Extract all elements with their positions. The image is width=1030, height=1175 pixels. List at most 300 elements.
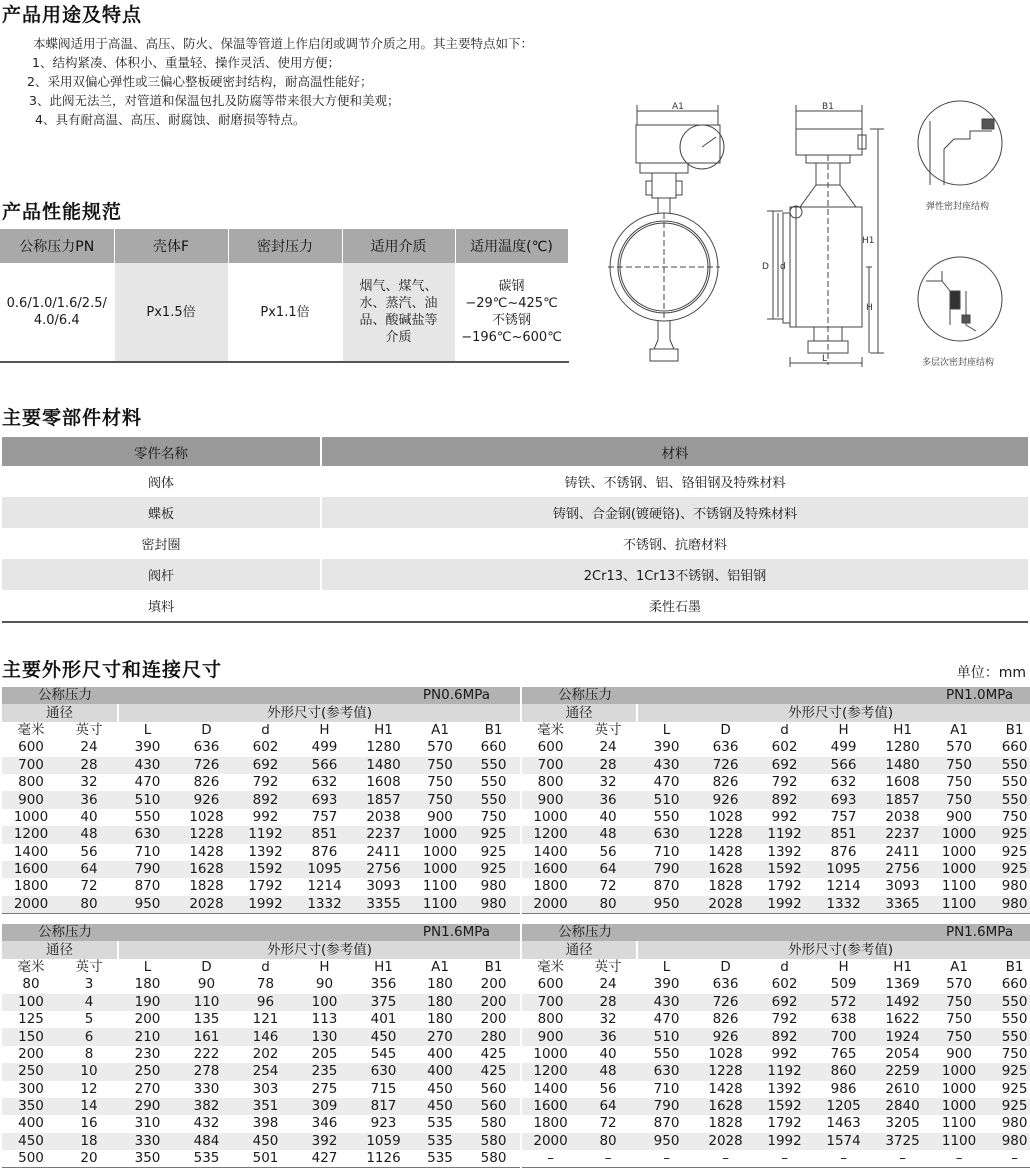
table-cell: 10 (60, 1063, 118, 1080)
table-cell: 56 (80, 843, 98, 860)
table-cell: 900 (946, 1045, 972, 1062)
table-cell: 72 (80, 878, 98, 895)
col-header: L (662, 721, 671, 738)
table-cell: 509 (830, 976, 857, 993)
table-cell: 2000 (2, 896, 60, 914)
feature-item: 1、结构紧凑、体积小、重量轻、操作灵活、使用方便； (32, 55, 340, 70)
table-cell: 925 (986, 1063, 1030, 1080)
table-cell: 3725 (873, 1133, 932, 1150)
table-cell: 250 (118, 1063, 177, 1080)
table-cell: – (755, 1150, 814, 1168)
table-cell: 980 (480, 878, 507, 895)
table-cell: 600 (521, 739, 579, 756)
table-cell: 566 (814, 757, 873, 774)
table-row (2, 994, 1030, 1011)
table-cell: 1332 (814, 896, 873, 914)
table-row (2, 861, 1030, 878)
table-cell: 800 (18, 774, 44, 791)
table-cell: 28 (579, 994, 637, 1011)
table-cell: 499 (830, 739, 857, 756)
col-header: B1 (1005, 958, 1024, 975)
col-header: H1 (893, 958, 912, 975)
table-cell: 64 (579, 1098, 637, 1115)
table-cell: 925 (467, 826, 521, 843)
table-cell: 636 (712, 976, 739, 993)
table-cell: 202 (252, 1045, 279, 1062)
spec-header: 适用温度(℃) (455, 229, 568, 263)
table-cell: 3355 (354, 896, 413, 914)
table-cell: 632 (830, 774, 857, 791)
table-cell: 570 (946, 739, 972, 756)
col-header: H1 (374, 721, 393, 738)
table-cell: 32 (80, 774, 98, 791)
label-d-inner: d (780, 262, 786, 272)
part-material: 柔性石墨 (321, 590, 1028, 622)
table-cell: 235 (295, 1063, 354, 1080)
table-cell: 692 (755, 757, 814, 774)
table-cell: 900 (946, 808, 972, 825)
part-name: 阀体 (2, 466, 321, 497)
table-cell: 24 (599, 976, 617, 993)
table-cell: 2411 (885, 843, 920, 860)
table-cell: 980 (1001, 1115, 1028, 1132)
table-cell: 992 (252, 808, 279, 825)
table-cell: 275 (311, 1080, 338, 1097)
table-cell: 925 (1001, 1080, 1028, 1097)
table-cell: 602 (771, 976, 798, 993)
table-cell: – (814, 1150, 873, 1168)
table-cell: 900 (521, 1028, 579, 1045)
table-cell: 36 (60, 791, 118, 808)
spec-temp-value: 碳钢 −29℃~425℃ 不锈钢 −196℃~600℃ (455, 263, 568, 362)
table-cell: 330 (118, 1133, 177, 1150)
col-header: H (838, 721, 849, 738)
table-cell: 1400 (13, 843, 49, 860)
table-cell: 146 (236, 1028, 295, 1045)
table-cell: 926 (696, 791, 755, 808)
table-cell: 550 (653, 808, 680, 825)
table-cell: 1857 (354, 791, 413, 808)
col-header: B1 (484, 958, 503, 975)
table-cell: 180 (413, 994, 467, 1011)
pressure-row (2, 687, 1030, 704)
table-cell: 8 (84, 1045, 94, 1062)
table-cell: 750 (1001, 1045, 1028, 1062)
table-cell: 28 (579, 757, 637, 774)
table-cell: 980 (986, 1133, 1030, 1150)
table-row (2, 1098, 1030, 1115)
table-cell: – (521, 1150, 579, 1168)
table-cell: 382 (177, 1098, 236, 1115)
table-cell: 110 (177, 994, 236, 1011)
table-cell: 1192 (755, 826, 814, 843)
col-header: H1 (893, 721, 912, 738)
table-cell: 1463 (826, 1115, 861, 1132)
col-header: B1 (1005, 721, 1024, 738)
table-cell: 1028 (708, 1045, 743, 1062)
table-cell: 450 (354, 1028, 413, 1045)
label-b1: B1 (822, 102, 834, 112)
table-cell: 693 (295, 791, 354, 808)
intro-title: 产品用途及特点 (2, 4, 143, 26)
table-cell: 925 (986, 1098, 1030, 1115)
table-cell: 300 (18, 1080, 44, 1097)
table-cell: 430 (118, 757, 177, 774)
table-cell: 121 (252, 1011, 279, 1028)
table-cell: 630 (637, 826, 696, 843)
table-cell: 1028 (708, 808, 743, 825)
table-row (2, 1133, 1030, 1150)
col-header: L (143, 958, 152, 975)
table-cell: 200 (134, 1011, 161, 1028)
table-cell: 1428 (708, 1080, 743, 1097)
table-cell: 346 (311, 1115, 338, 1132)
table-cell: 1100 (941, 878, 977, 895)
table-cell: 3365 (873, 896, 932, 914)
table-cell: 470 (653, 1011, 680, 1028)
table-cell: 851 (295, 826, 354, 843)
table-cell: 180 (427, 1011, 453, 1028)
table-row (2, 844, 1030, 861)
table-cell: 1628 (177, 861, 236, 878)
table-cell: 36 (579, 1028, 637, 1045)
materials-header: 材料 (321, 437, 1028, 466)
table-cell: 2000 (521, 896, 579, 914)
table-cell: 1924 (873, 1028, 932, 1045)
table-row (2, 1011, 1030, 1028)
label-h: H (866, 303, 873, 313)
dn-label: 通径 (2, 941, 118, 958)
feature-item: 4、具有耐高温、高压、耐腐蚀、耐磨损等特点。 (35, 112, 306, 127)
table-cell: 1100 (932, 896, 986, 914)
table-row (2, 774, 1030, 791)
table-cell: 20 (60, 1150, 118, 1168)
table-cell: 398 (252, 1115, 279, 1132)
table-cell: 499 (311, 739, 338, 756)
table-cell: 1608 (885, 774, 920, 791)
table-cell: 425 (467, 1063, 521, 1080)
table-cell: 1857 (873, 791, 932, 808)
table-cell: 40 (599, 808, 617, 825)
table-cell: 1000 (413, 826, 467, 843)
table-cell: 1192 (236, 826, 295, 843)
spec-header: 公称压力PN (0, 229, 114, 263)
table-cell: 350 (2, 1098, 60, 1115)
table-cell: 630 (637, 1063, 696, 1080)
table-cell: 800 (521, 774, 579, 791)
table-cell: 2038 (366, 808, 401, 825)
col-header: D (720, 958, 731, 975)
table-cell: 1592 (755, 1098, 814, 1115)
table-cell: 2237 (873, 826, 932, 843)
table-cell: 710 (653, 843, 680, 860)
spec-header: 密封压力 (228, 229, 342, 263)
pressure-label: 公称压力 (521, 687, 637, 704)
table-cell: 1100 (413, 896, 467, 914)
table-cell: 161 (177, 1028, 236, 1045)
table-cell: 2028 (696, 1133, 755, 1150)
table-cell: 310 (134, 1115, 161, 1132)
table-cell: 765 (830, 1045, 857, 1062)
table-cell: 876 (311, 843, 338, 860)
table-cell: 450 (236, 1133, 295, 1150)
table-cell: 150 (2, 1028, 60, 1045)
table-cell: 400 (18, 1115, 44, 1132)
col-header: d (780, 958, 789, 975)
table-cell: 925 (467, 861, 521, 878)
table-cell: 24 (599, 739, 617, 756)
table-cell: 1200 (521, 1063, 579, 1080)
table-cell: 2610 (885, 1080, 920, 1097)
table-cell: 1200 (2, 826, 60, 843)
table-cell: 450 (413, 1098, 467, 1115)
table-cell: 692 (236, 757, 295, 774)
col-header: B1 (484, 721, 503, 738)
dn-label: 通径 (521, 941, 637, 958)
table-cell: 550 (480, 774, 507, 791)
col-header: d (261, 721, 270, 738)
table-cell: 1205 (814, 1098, 873, 1115)
table-cell: 826 (712, 1011, 739, 1028)
table-cell: 980 (1001, 878, 1028, 895)
table-cell: 1192 (755, 1063, 814, 1080)
table-cell: 1200 (521, 826, 579, 843)
intro-text (2, 34, 567, 129)
table-cell: 660 (480, 739, 507, 756)
table-cell: 1800 (521, 878, 579, 895)
table-cell: 450 (2, 1133, 60, 1150)
table-cell: 3 (84, 976, 94, 993)
table-cell: 290 (118, 1098, 177, 1115)
table-cell: 1592 (755, 861, 814, 878)
table-cell: 925 (986, 826, 1030, 843)
table-cell: 1028 (189, 808, 224, 825)
table-cell: 1000 (413, 861, 467, 878)
table-cell: 1000 (932, 1098, 986, 1115)
table-cell: 125 (18, 1011, 44, 1028)
table-cell: 501 (236, 1150, 295, 1168)
table-cell: 900 (521, 791, 579, 808)
outline-label: 外形尺寸(参考值) (637, 941, 1030, 958)
table-cell: 2840 (873, 1098, 932, 1115)
table-cell: 90 (197, 976, 216, 993)
table-cell: 792 (252, 774, 279, 791)
table-cell: 630 (354, 1063, 413, 1080)
table-cell: 750 (427, 774, 453, 791)
table-cell: 1392 (767, 843, 802, 860)
table-cell: 80 (579, 896, 637, 914)
table-cell: 750 (932, 994, 986, 1011)
intro-paragraph: 本蝶阀适用于高温、高压、防火、保温等管道上作启闭或调节介质之用。其主要特点如下： (33, 36, 534, 51)
table-cell: 48 (579, 826, 637, 843)
table-cell: 692 (755, 994, 814, 1011)
table-cell: 1000 (941, 1080, 977, 1097)
table-cell: 750 (1001, 808, 1028, 825)
table-cell: 200 (467, 994, 521, 1011)
col-header: A1 (950, 721, 968, 738)
col-header: L (662, 958, 671, 975)
spec-header: 壳体F (114, 229, 228, 263)
dimension-table-pn06-pn10 (2, 687, 1030, 914)
table-cell: 572 (814, 994, 873, 1011)
column-header-row (2, 959, 1030, 976)
table-row (2, 791, 1030, 808)
table-cell: 1392 (767, 1080, 802, 1097)
col-header: 毫米 (521, 722, 579, 739)
unit-label: 单位：mm (956, 665, 1026, 681)
table-cell: 280 (467, 1028, 521, 1045)
table-row (2, 896, 1030, 914)
table-cell: 1059 (354, 1133, 413, 1150)
feature-item: 2、采用双偏心弹性或三偏心整板硬密封结构，耐高温性能好； (27, 74, 373, 89)
table-cell: 926 (177, 791, 236, 808)
table-cell: 700 (521, 994, 579, 1011)
table-cell: 700 (521, 757, 579, 774)
table-cell: 3205 (885, 1115, 920, 1132)
table-cell: 425 (480, 1045, 507, 1062)
table-cell: 550 (467, 791, 521, 808)
table-cell: 356 (370, 976, 397, 993)
table-cell: 790 (637, 861, 696, 878)
table-cell: 1608 (366, 774, 401, 791)
table-cell: 90 (315, 976, 334, 993)
table-cell: 1792 (767, 1115, 802, 1132)
table-cell: 1428 (189, 843, 224, 860)
table-cell: 660 (1001, 739, 1028, 756)
table-cell: 1000 (941, 843, 977, 860)
table-cell: 1792 (767, 878, 802, 895)
table-cell: 817 (354, 1098, 413, 1115)
table-cell: 1428 (708, 843, 743, 860)
table-cell: 180 (134, 976, 161, 993)
table-cell: 535 (413, 1150, 467, 1168)
col-header: d (780, 721, 789, 738)
dn-label: 通径 (2, 704, 118, 721)
table-cell: 550 (986, 1028, 1030, 1045)
table-cell: 535 (177, 1150, 236, 1168)
part-material: 铸钢、合金钢(镀硬铬)、不锈钢及特殊材料 (321, 497, 1028, 528)
table-cell: 1100 (422, 878, 458, 895)
table-cell: 986 (830, 1080, 857, 1097)
table-cell: 700 (2, 757, 60, 774)
table-cell: 330 (193, 1080, 220, 1097)
table-cell: 1000 (932, 861, 986, 878)
column-header-row (2, 722, 1030, 739)
table-cell: 64 (60, 861, 118, 878)
table-cell: 190 (118, 994, 177, 1011)
table-cell: 900 (2, 791, 60, 808)
table-row (2, 466, 1028, 497)
table-cell: 992 (771, 1045, 798, 1062)
table-cell: 210 (118, 1028, 177, 1045)
col-header: H (319, 958, 330, 975)
table-cell: 1000 (521, 809, 579, 826)
dimension-table-pn16 (2, 924, 1030, 1168)
table-cell: 660 (1001, 976, 1028, 993)
spec-header: 适用介质 (342, 229, 455, 263)
table-cell: 1214 (826, 878, 861, 895)
detail2-caption: 多层次密封座结构 (922, 358, 995, 368)
table-cell: 923 (370, 1115, 397, 1132)
table-cell: 430 (637, 994, 696, 1011)
table-cell: 56 (599, 843, 617, 860)
dn-label: 通径 (521, 704, 637, 721)
table-cell: 632 (311, 774, 338, 791)
table-row (2, 559, 1028, 590)
table-cell: 800 (521, 1011, 579, 1028)
table-cell: 2259 (873, 1063, 932, 1080)
table-cell: 710 (653, 1080, 680, 1097)
table-cell: 535 (427, 1115, 453, 1132)
table-cell: 48 (60, 826, 118, 843)
table-cell: 72 (599, 878, 617, 895)
table-cell: 1992 (755, 1133, 814, 1150)
table-cell: 80 (579, 1133, 637, 1150)
table-cell: 427 (295, 1150, 354, 1168)
table-cell: 1592 (236, 861, 295, 878)
table-cell: 1400 (521, 844, 579, 861)
col-header: 英寸 (75, 958, 103, 975)
table-cell: 726 (696, 994, 755, 1011)
table-cell: 892 (755, 791, 814, 808)
table-cell: 950 (637, 1133, 696, 1150)
outline-label: 外形尺寸(参考值) (118, 941, 521, 958)
table-cell: 1100 (941, 1115, 977, 1132)
table-cell: 200 (18, 1045, 44, 1062)
table-cell: 580 (467, 1133, 521, 1150)
table-cell: 1095 (295, 861, 354, 878)
table-cell: 32 (599, 774, 617, 791)
table-cell: 860 (814, 1063, 873, 1080)
table-cell: – (986, 1150, 1030, 1168)
group-header-row (2, 941, 1030, 958)
table-cell: 790 (118, 861, 177, 878)
table-cell: 1000 (932, 826, 986, 843)
table-cell: 1280 (366, 739, 401, 756)
table-cell: 3093 (885, 878, 920, 895)
table-cell: 430 (637, 757, 696, 774)
table-cell: 750 (932, 757, 986, 774)
table-cell: 892 (236, 791, 295, 808)
dimensions-title: 主要外形尺寸和连接尺寸 (2, 659, 223, 681)
table-cell: 350 (118, 1150, 177, 1168)
table-cell: 64 (579, 861, 637, 878)
table-cell: 48 (579, 1063, 637, 1080)
label-d-outer: D (762, 262, 769, 272)
table-cell: 135 (193, 1011, 220, 1028)
col-header: 英寸 (75, 721, 103, 738)
table-row (2, 739, 1030, 756)
table-cell: 710 (134, 843, 161, 860)
table-cell: 390 (134, 739, 161, 756)
table-cell: 550 (134, 808, 161, 825)
table-cell: 980 (986, 896, 1030, 914)
col-header: A1 (431, 721, 449, 738)
table-cell: 757 (311, 808, 338, 825)
outline-label: 外形尺寸(参考值) (118, 704, 521, 721)
table-cell: 80 (60, 896, 118, 914)
table-cell: 1622 (885, 1011, 920, 1028)
feature-item: 3、此阀无法兰，对管道和保温包扎及防腐等带来很大方便和美观； (29, 93, 400, 108)
table-cell: 925 (480, 843, 507, 860)
table-cell: 36 (579, 791, 637, 808)
part-material: 铸铁、不锈钢、铝、铬钼钢及特殊材料 (564, 476, 786, 491)
table-cell: 40 (80, 808, 98, 825)
table-cell: 550 (986, 791, 1030, 808)
table-cell: – (696, 1150, 755, 1168)
table-cell: 470 (653, 774, 680, 791)
table-cell: 980 (467, 896, 521, 914)
